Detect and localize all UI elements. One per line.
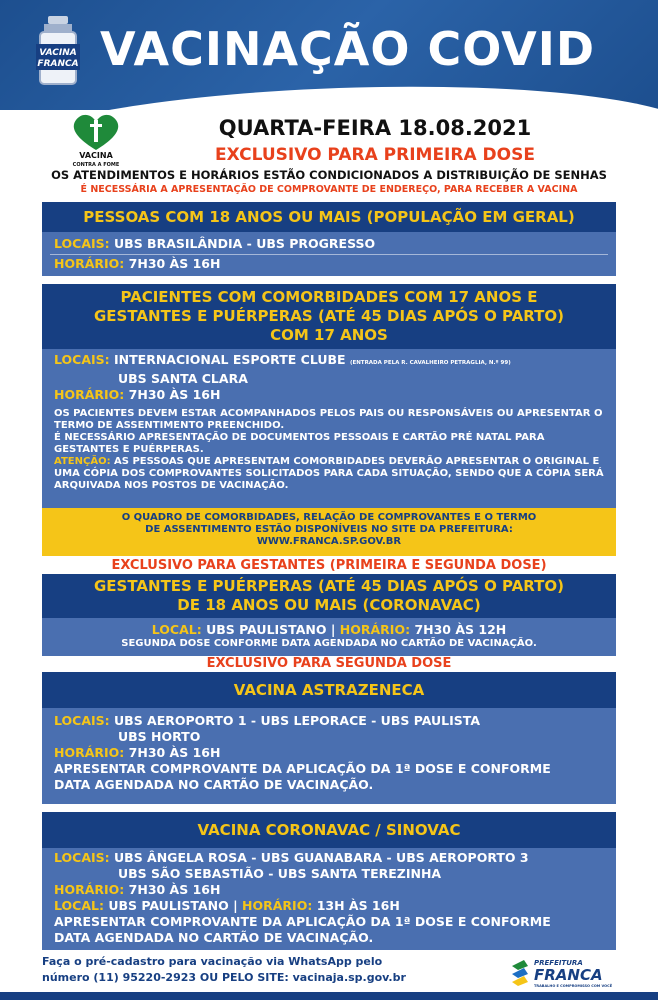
card5-locais-2: UBS SÃO SEBASTIÃO - UBS SANTA TEREZINHA xyxy=(118,866,442,881)
comorbidities-info-box: O QUADRO DE COMORBIDADES, RELAÇÃO DE COMPROVANTES E O TERMO DE ASSENTIMENTO ESTÃO DISPONÍVEIS NO SITE DA PREFEITURA: WWW.FRANCA.SP.GOV.BR xyxy=(42,508,616,556)
date-line: QUARTA-FEIRA 18.08.2021 xyxy=(218,116,532,140)
svg-text:FRANCA: FRANCA xyxy=(534,966,603,984)
card3-title: GESTANTES E PUÉRPERAS (ATÉ 45 DIAS APÓS O PARTO) DE 18 ANOS OU MAIS (CORONAVAC) xyxy=(42,574,616,618)
header-wave xyxy=(0,75,658,110)
bottom-bar xyxy=(0,992,658,1000)
page-title: VACINAÇÃO COVID xyxy=(100,22,596,76)
card5-locais: LOCAIS: UBS ÂNGELA ROSA - UBS GUANABARA - UBS AEROPORTO 3 xyxy=(54,850,529,865)
card5-note-2: DATA AGENDADA NO CARTÃO DE VACINAÇÃO. xyxy=(54,930,374,945)
card2-title: PACIENTES COM COMORBIDADES COM 17 ANOS E GESTANTES E PUÉRPERAS (ATÉ 45 DIAS APÓS O PARTO) COM 17 ANOS xyxy=(42,284,616,349)
card2-paragraph-2: É NECESSÁRIO APRESENTAÇÃO DE DOCUMENTOS PESSOAIS E CARTÃO PRÉ NATAL PARA GESTANTES E PUÉRPERAS. xyxy=(54,432,545,455)
card4-note-2: DATA AGENDADA NO CARTÃO DE VACINAÇÃO. xyxy=(54,777,374,792)
badge-text: VACINA xyxy=(39,48,77,58)
prefeitura-franca-logo xyxy=(510,956,620,990)
footer-text: Faça o pré-cadastro para vacinação via WhatsApp pelo número (11) 95220-2923 OU PELO SITE: vacinaja.sp.gov.br xyxy=(42,954,472,986)
card-coronavac xyxy=(42,812,616,950)
card3-local: LOCAL: UBS PAULISTANO | HORÁRIO: 7H30 ÀS 12H xyxy=(151,622,507,637)
divider xyxy=(50,254,608,255)
card5-horario: HORÁRIO: 7H30 ÀS 16H xyxy=(54,882,221,897)
card-pregnant xyxy=(42,574,616,656)
card-general-population xyxy=(42,202,616,276)
card2-locais-2: UBS SANTA CLARA xyxy=(118,371,248,386)
card5-local: LOCAL: UBS PAULISTANO | HORÁRIO: 13H ÀS 16H xyxy=(54,898,400,913)
card-comorbidities xyxy=(42,284,616,508)
notice-line-2: É NECESSÁRIA A APRESENTAÇÃO DE COMPROVANTE DE ENDEREÇO, PARA RECEBER A VACINA xyxy=(80,184,578,195)
exclusive-gestantes: EXCLUSIVO PARA GESTANTES (PRIMEIRA E SEGUNDA DOSE) xyxy=(111,558,547,573)
notice-line-1: OS ATENDIMENTOS E HORÁRIOS ESTÃO CONDICIONADOS A DISTRIBUIÇÃO DE SENHAS xyxy=(51,168,607,182)
heart-logo-icon xyxy=(66,110,126,168)
vaccine-vial-icon xyxy=(30,14,86,86)
card2-horario: HORÁRIO: 7H30 ÀS 16H xyxy=(54,387,221,402)
card1-locais: LOCAIS: UBS BRASILÂNDIA - UBS PROGRESSO xyxy=(54,236,376,251)
card2-paragraph-1: OS PACIENTES DEVEM ESTAR ACOMPANHADOS PELOS PAIS OU RESPONSÁVEIS OU APRESENTAR O TERMO DE ASSENTIMENTO PREENCHIDO. xyxy=(54,408,603,431)
card2-locais: LOCAIS: INTERNACIONAL ESPORTE CLUBE (ENTRADA PELA R. CAVALHEIRO PETRAGLIA, N.º 99) xyxy=(54,352,511,367)
card4-note-1: APRESENTAR COMPROVANTE DA APLICAÇÃO DA 1ª DOSE E CONFORME xyxy=(54,761,551,776)
card5-title: VACINA CORONAVAC / SINOVAC xyxy=(42,812,616,848)
card2-attention: ATENÇÃO: AS PESSOAS QUE APRESENTAM COMORBIDADES DEVERÃO APRESENTAR O ORIGINAL E UMA CÓPIA DOS COMPROVANTES SOLICITADOS PARA CADA SITUAÇÃO, SENDO QUE A CÓPIA SERÁ ARQUIVADA NOS POSTOS DE VACINAÇÃO. xyxy=(54,456,604,491)
card1-horario: HORÁRIO: 7H30 ÀS 16H xyxy=(54,256,221,271)
website-link[interactable]: WWW.FRANCA.SP.GOV.BR xyxy=(256,536,402,547)
card4-horario: HORÁRIO: 7H30 ÀS 16H xyxy=(54,745,221,760)
card4-locais-2: UBS HORTO xyxy=(118,729,201,744)
card1-title: PESSOAS COM 18 ANOS OU MAIS (POPULAÇÃO EM GERAL) xyxy=(42,202,616,232)
card4-locais: LOCAIS: UBS AEROPORTO 1 - UBS LEPORACE - UBS PAULISTA xyxy=(54,713,481,728)
exclusive-second-dose: EXCLUSIVO PARA SEGUNDA DOSE xyxy=(206,656,452,671)
card5-note-1: APRESENTAR COMPROVANTE DA APLICAÇÃO DA 1ª DOSE E CONFORME xyxy=(54,914,551,929)
svg-text:PREFEITURA: PREFEITURA xyxy=(534,959,583,967)
exclusive-first-dose: EXCLUSIVO PARA PRIMEIRA DOSE xyxy=(215,145,535,165)
svg-text:CONTRA A FOME: CONTRA A FOME xyxy=(72,162,120,168)
svg-text:VACINA: VACINA xyxy=(79,151,113,160)
card3-note: SEGUNDA DOSE CONFORME DATA AGENDADA NO CARTÃO DE VACINAÇÃO. xyxy=(121,638,537,649)
card-astrazeneca xyxy=(42,672,616,804)
whatsapp-info[interactable]: número (11) 95220-2923 OU PELO SITE: vacinaja.sp.gov.br xyxy=(42,971,406,984)
svg-text:TRABALHO E COMPROMISSO COM VOC: TRABALHO E COMPROMISSO COM VOCÊ xyxy=(534,984,613,988)
card4-title: VACINA ASTRAZENECA xyxy=(42,672,616,708)
svg-text:FRANCA: FRANCA xyxy=(37,59,79,69)
